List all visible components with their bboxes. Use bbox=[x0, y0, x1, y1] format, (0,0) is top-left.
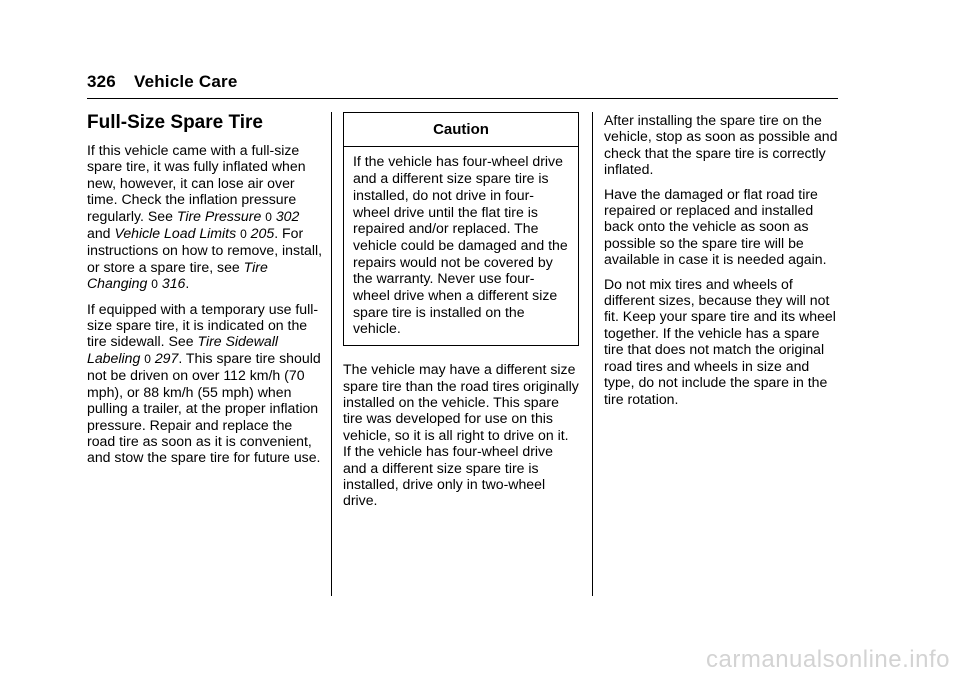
paragraph-do-not-mix: Do not mix tires and wheels of different sizes, because they will not fit. Keep your spare tire and its wheel together. If the vehicle has a spare tire that does not match the original road tires and wheels in size and type, do not include the spare in the tire rotation. bbox=[604, 275, 836, 407]
caution-title: Caution bbox=[344, 113, 578, 147]
xref-page: 302 bbox=[275, 207, 300, 224]
paragraph-text: . This spare tire should not be driven on over 112 km/h (70 mph), or 88 km/h (55 mph) when pulling a trailer, at the proper inflation pressure. Repair and replace the road tire as soon as it is convenient, and stow the spare tire for future use. bbox=[87, 349, 321, 466]
xref-page: 297 bbox=[154, 349, 179, 366]
watermark: carmanualsonline.info bbox=[706, 646, 950, 673]
header-divider bbox=[87, 98, 838, 99]
xref-tire-pressure[interactable] bbox=[177, 208, 300, 224]
paragraph-text: If this vehicle came with a full-size spare tire, it was fully inflated when new, however, it can lose air over time. Check the inflation pressure regularly. See bbox=[87, 142, 306, 224]
page-number: 326 bbox=[87, 72, 116, 91]
paragraph-full-size-spare bbox=[87, 142, 322, 293]
xref-label: Tire Changing bbox=[87, 258, 268, 292]
paragraph-different-size-spare: The vehicle may have a different size spare tire than the road tires originally installed on the vehicle. This spare tire was developed for use on this vehicle, so it is all right to drive on it. If the vehicle has four-wheel drive and a different size spare tire is installed, drive only in two-wheel drive. bbox=[343, 361, 579, 509]
page-ref-icon: 0 bbox=[265, 209, 272, 224]
column-divider-1 bbox=[331, 112, 332, 596]
page-header bbox=[87, 72, 238, 92]
paragraph-text: . For instructions on how to remove, install, or store a spare tire, see bbox=[87, 225, 323, 275]
column-1 bbox=[87, 112, 322, 474]
xref-label: Vehicle Load Limits bbox=[114, 225, 237, 242]
xref-label: Tire Sidewall Labeling bbox=[87, 333, 279, 366]
section-heading: Full-Size Spare Tire bbox=[87, 112, 263, 133]
page-ref-icon: 0 bbox=[144, 351, 151, 366]
column-divider-2 bbox=[592, 112, 593, 596]
paragraph-repair-road-tire: Have the damaged or flat road tire repaired or replaced and installed back onto the vehicle as soon as possible so the spare tire will be available in case it is needed again. bbox=[604, 185, 827, 268]
page-ref-icon: 0 bbox=[151, 277, 158, 292]
xref-page: 205 bbox=[250, 225, 275, 242]
paragraph-text: If equipped with a temporary use full-size spare tire, it is indicated on the tire sidewall. See bbox=[87, 300, 319, 350]
column-3 bbox=[604, 112, 840, 415]
section-title: Vehicle Care bbox=[133, 72, 238, 91]
paragraph-temporary-spare bbox=[87, 301, 322, 466]
caution-body: If the vehicle has four-wheel drive and a different size spare tire is installed, do not drive in four-wheel drive until the flat tire is repaired and/or replaced. The vehicle could be damaged and the repairs would not be covered by the warranty. Never use four-wheel drive when a different size spare tire is installed on the vehicle. bbox=[353, 153, 568, 337]
paragraph-text: and bbox=[87, 225, 115, 242]
xref-vehicle-load-limits[interactable] bbox=[114, 225, 274, 241]
column-2 bbox=[343, 112, 579, 517]
page-ref-icon: 0 bbox=[240, 227, 247, 242]
xref-page: 316 bbox=[161, 275, 186, 292]
xref-label: Tire Pressure bbox=[176, 207, 262, 224]
caution-box bbox=[343, 112, 579, 346]
paragraph-after-installing: After installing the spare tire on the vehicle, stop as soon as possible and check that the spare tire is correctly inflated. bbox=[604, 112, 838, 178]
paragraph-text: . bbox=[185, 275, 190, 292]
